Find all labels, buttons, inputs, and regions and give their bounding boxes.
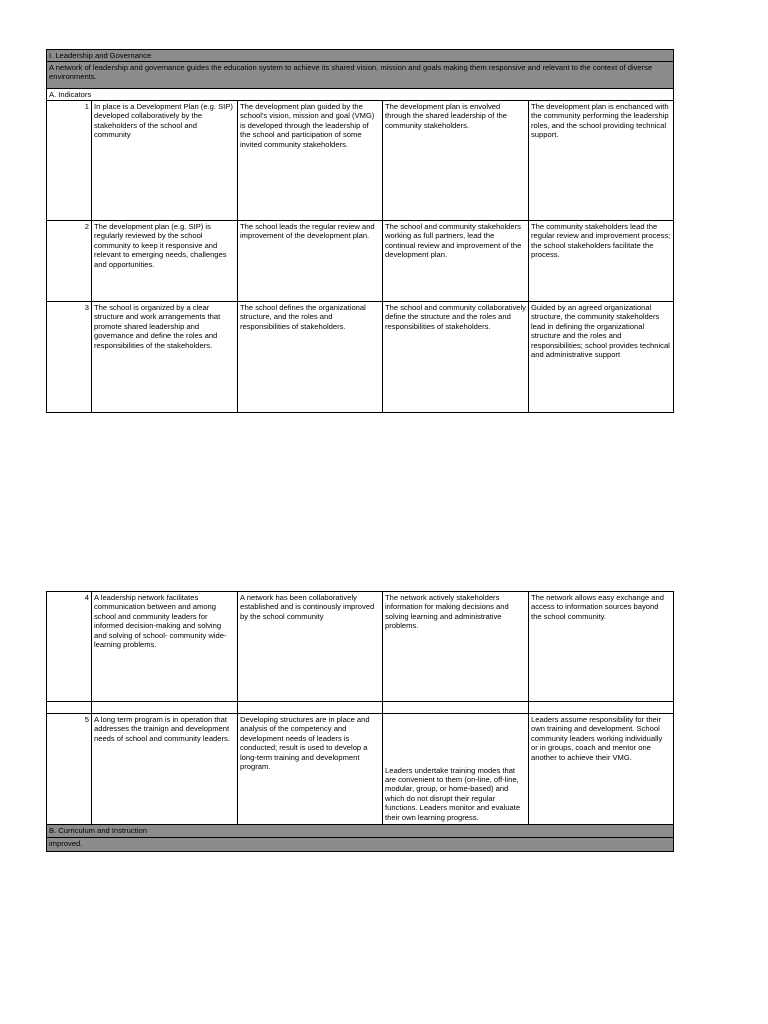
level-1-cell: The school defines the organizational structure, and the roles and responsibilities of stakeholders. [238,302,383,413]
level-1-cell: The school leads the regular review and improvement of the development plan. [238,221,383,302]
level-1-cell: The development plan guided by the school's vision, mission and goal (VMG) is developed through the leadership of the school and participation of some invited community stakeholders. [238,101,383,221]
row-number: 3 [47,302,92,413]
indicator-cell: In place is a Development Plan (e.g. SIP) developed collaboratively by the stakeholders of the school and community [92,101,238,221]
section-header: I. Leadership and Governance [47,50,674,62]
indicators-label: A. Indicators [47,89,674,101]
leadership-governance-table [46,49,674,413]
level-3-cell: Leaders assume responsibility for their own training and development. School community leaders working individually or in groups, coach and mentor one another to achieve their VMG. [529,714,674,825]
table-row [47,221,674,302]
indicator-cell: The school is organized by a clear structure and work arrangements that promote shared leadership and governance and define the roles and responsibilities of the stakeholders. [92,302,238,413]
empty-cell [238,702,383,714]
level-3-cell: The network allows easy exchange and access to information sources bayond the school community. [529,592,674,702]
row-number: 4 [47,592,92,702]
empty-row [47,702,674,714]
indicator-cell: A long term program is in operation that addresses the trainign and development needs of school and community leaders. [92,714,238,825]
level-2-cell: Leaders undertake training modes that are convenient to them (on-line, off-line, modular, group, or home-based) and which do not disrupt their regular functions. Leaders monitor and evaluate their own learning progress. [383,714,529,825]
table-row [47,101,674,221]
level-3-cell: The development plan is enchanced with the community performing the leadership roles, and the school providing technical support. [529,101,674,221]
level-2-cell: The development plan is envolved through the shared leadership of the community stakeholders. [383,101,529,221]
indicator-cell: The development plan (e.g. SIP) is regularly reviewed by the school community to keep it responsive and relevant to emerging needs, challenges and opportunities. [92,221,238,302]
level-2-cell: The network actively stakeholders information for making decisions and solving learning and administrative problems. [383,592,529,702]
level-1-cell: Developing structures are in place and analysis of the competency and development needs of leaders is conducted; result is used to develop a long-term training and development program. [238,714,383,825]
indicator-cell: A leadership network facilitates communication between and among school and community leaders for informed decision-making and solving and solving of school- community wide- learning problems. [92,592,238,702]
empty-cell [383,702,529,714]
empty-cell [92,702,238,714]
empty-cell [47,702,92,714]
level-2-cell: The school and community collaboratively define the structure and the roles and responsibilities of stakeholders. [383,302,529,413]
level-3-cell: The community stakeholders lead the regular review and improvement process; the school stakeholders facilitate the process. [529,221,674,302]
leadership-governance-table-continued [46,591,674,852]
row-number: 2 [47,221,92,302]
level-3-cell: Guided by an agreed organizational structure, the community stakeholders lead in defining the organizational structure and the roles and responsibilities; school provides technical and administrative support [529,302,674,413]
table-row [47,302,674,413]
level-2-cell: The school and community stakeholders working as full partners, lead the continual review and improvement of the development plan. [383,221,529,302]
table-row [47,714,674,825]
row-number: 1 [47,101,92,221]
level-1-cell: A network has been collaboratively established and is continously improved by the school community [238,592,383,702]
table-row [47,592,674,702]
next-section-header: B. Curriculum and Instruction [47,825,674,838]
next-section-text: improved. [47,838,674,852]
section-description: A network of leadership and governance guides the education system to achieve its shared vision, mission and goals making them responsive and relevant to the context of diverse environments. [47,62,674,89]
empty-cell [529,702,674,714]
row-number: 5 [47,714,92,825]
